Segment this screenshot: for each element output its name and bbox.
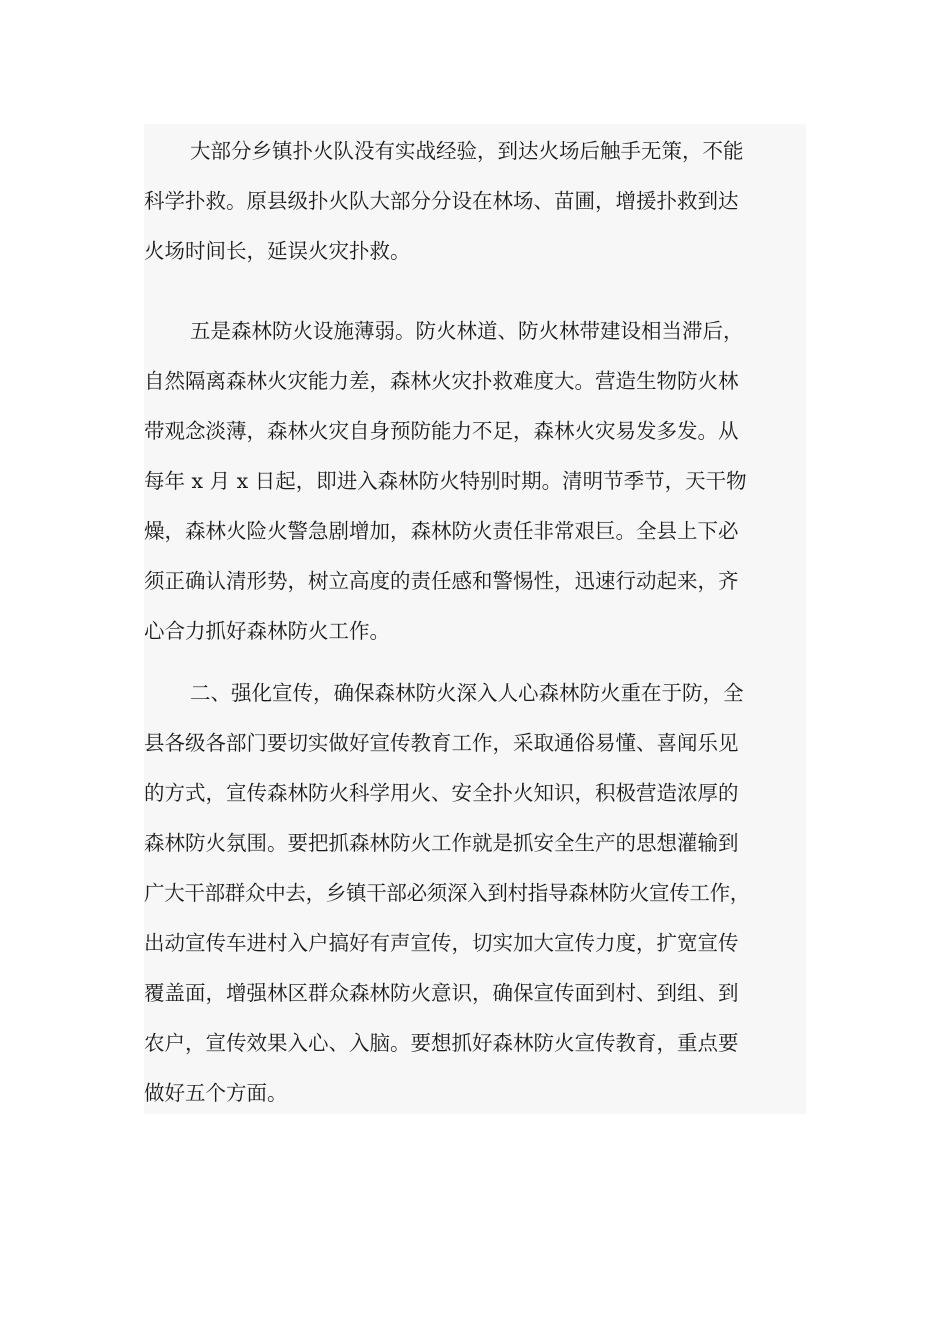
text-line: 做好五个方面。 xyxy=(144,1081,288,1105)
text-line: 出动宣传车进村入户搞好有声宣传，切实加大宣传力度，扩宽宣传 xyxy=(144,931,739,955)
text-line: 科学扑救。原县级扑火队大部分分设在林场、苗圃，增援扑救到达 xyxy=(144,189,739,213)
text-line: 带观念淡薄，森林火灾自身预防能力不足，森林火灾易发多发。从 xyxy=(144,419,739,443)
text-line: 的方式，宣传森林防火科学用火、安全扑火知识，积极营造浓厚的 xyxy=(144,781,739,805)
text-line: 二、强化宣传，确保森林防火深入人心森林防火重在于防，全 xyxy=(190,681,744,705)
text-line: 森林防火氛围。要把抓森林防火工作就是抓安全生产的思想灌输到 xyxy=(144,831,739,855)
text-line: 五是森林防火设施薄弱。防火林道、防火林带建设相当滞后， xyxy=(190,319,744,343)
text-line: 自然隔离森林火灾能力差，森林火灾扑救难度大。营造生物防火林 xyxy=(144,369,739,393)
text-line: 县各级各部门要切实做好宣传教育工作，采取通俗易懂、喜闻乐见 xyxy=(144,731,739,755)
paragraph-1 xyxy=(144,126,806,276)
text-line: 每年 x 月 x 日起，即进入森林防火特别时期。清明节季节，天干物 xyxy=(144,469,747,493)
text-line: 燥，森林火险火警急剧增加，森林防火责任非常艰巨。全县上下必 xyxy=(144,519,739,543)
text-line: 广大干部群众中去，乡镇干部必须深入到村指导森林防火宣传工作， xyxy=(144,881,750,905)
paragraph-2 xyxy=(144,306,806,656)
text-line: 农户，宣传效果入心、入脑。要想抓好森林防火宣传教育，重点要 xyxy=(144,1031,739,1055)
text-line: 大部分乡镇扑火队没有实战经验，到达火场后触手无策，不能 xyxy=(190,139,744,163)
paragraph-3 xyxy=(144,668,806,1118)
text-line: 覆盖面，增强林区群众森林防火意识，确保宣传面到村、到组、到 xyxy=(144,981,739,1005)
text-line: 须正确认清形势，树立高度的责任感和警惕性，迅速行动起来，齐 xyxy=(144,569,739,593)
text-line: 心合力抓好森林防火工作。 xyxy=(144,619,390,643)
document-text-block xyxy=(144,124,806,1114)
text-line: 火场时间长，延误火灾扑救。 xyxy=(144,239,411,263)
